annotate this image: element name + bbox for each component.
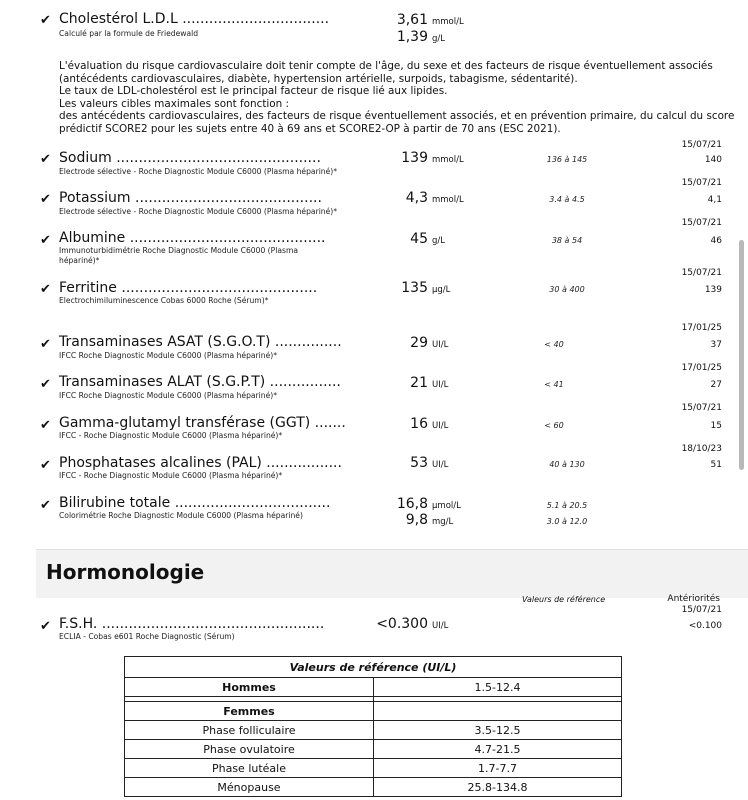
test-name-bilirubine: Bilirubine totale ................................... — [59, 495, 331, 511]
test-value-asat: 29 — [410, 335, 428, 351]
prior-date: 15/07/21 — [681, 218, 722, 228]
note-line: Les valeurs cibles maximales sont fonction : — [59, 97, 290, 110]
table-cell-label: Phase ovulatoire — [125, 740, 374, 759]
fsh-reference-table — [124, 656, 622, 797]
prior-date: 17/01/25 — [681, 323, 722, 333]
test-name-pal: Phosphatases alcalines (PAL) ................. — [59, 455, 342, 471]
test-method-potassium: Electrode sélective - Roche Diagnostic Module C6000 (Plasma hépariné)* — [59, 207, 338, 216]
test-value-pal: 53 — [410, 455, 428, 471]
test-reference-potassium: 3.4 à 4.5 — [549, 195, 585, 204]
check-icon: ✔ — [40, 458, 51, 473]
test-unit-albumine: g/L — [432, 236, 445, 246]
table-cell-value: 4.7-21.5 — [374, 740, 622, 759]
prior-value-pal: 51 — [710, 460, 722, 470]
check-icon: ✔ — [40, 282, 51, 297]
prior-value-alat: 27 — [710, 380, 722, 390]
test-unit-ldl-mmol: mmol/L — [432, 17, 464, 27]
note-line: des antécédents cardiovasculaires, des facteurs de risque éventuellement associés, et en prévention primaire, du calcul du score — [59, 110, 735, 123]
test-name-alat: Transaminases ALAT (S.G.P.T) ................ — [59, 374, 341, 390]
test-name-potassium: Potassium .......................................... — [59, 190, 322, 206]
test-value-bilirubine-mg: 9,8 — [405, 512, 428, 528]
check-icon: ✔ — [40, 192, 51, 207]
test-value-alat: 21 — [410, 375, 428, 391]
test-reference-albumine: 38 à 54 — [551, 236, 583, 245]
prior-date: 17/01/25 — [681, 363, 722, 373]
note-line: Le taux de LDL-cholestérol est le principal facteur de risque lié aux lipides. — [59, 85, 448, 98]
test-name-ggt: Gamma-glutamyl transférase (GGT) ....... — [59, 415, 346, 431]
test-unit-ferritine: µg/L — [432, 285, 451, 295]
prior-date: 15/07/21 — [681, 268, 722, 278]
test-name-albumine: Albumine ............................................ — [59, 230, 326, 246]
table-row — [125, 702, 622, 721]
prior-value-ggt: 15 — [710, 421, 722, 431]
table-cell-value: 1.7-7.7 — [374, 759, 622, 778]
test-unit-potassium: mmol/L — [432, 195, 464, 205]
test-reference-bilirubine-mg: 3.0 à 12.0 — [546, 517, 588, 526]
column-header-reference: Valeurs de référence — [522, 595, 606, 604]
prior-value-fsh: <0.100 — [688, 621, 722, 631]
test-method-ldl: Calculé par la formule de Friedewald — [59, 29, 199, 38]
table-row — [125, 721, 622, 740]
test-method-pal: IFCC - Roche Diagnostic Module C6000 (Plasma hépariné)* — [59, 471, 283, 480]
prior-date: 15/07/21 — [681, 140, 722, 150]
check-icon: ✔ — [40, 233, 51, 248]
check-icon: ✔ — [40, 377, 51, 392]
table-cell-label: Femmes — [125, 702, 374, 721]
table-row — [125, 740, 622, 759]
test-reference-ferritine: 30 à 400 — [549, 285, 585, 294]
test-unit-bilirubine-umol: µmol/L — [432, 501, 461, 511]
test-method-sodium: Electrode sélective - Roche Diagnostic Module C6000 (Plasma hépariné)* — [59, 167, 338, 176]
prior-value-asat: 37 — [710, 340, 722, 350]
table-cell-label: Phase folliculaire — [125, 721, 374, 740]
test-reference-alat: < 41 — [544, 380, 564, 389]
test-reference-asat: < 40 — [544, 340, 564, 349]
section-title: Hormonologie — [46, 560, 205, 584]
table-cell-label: Phase lutéale — [125, 759, 374, 778]
test-reference-ggt: < 60 — [544, 421, 564, 430]
test-method-fsh: ECLIA - Cobas e601 Roche Diagnostic (Sérum) — [59, 632, 235, 641]
test-value-ferritine: 135 — [401, 280, 428, 296]
test-reference-bilirubine-umol: 5.1 à 20.5 — [546, 501, 588, 510]
check-icon: ✔ — [40, 152, 51, 167]
table-row — [125, 678, 622, 697]
scrollbar-thumb[interactable] — [739, 240, 744, 470]
ldl-interpretation-note — [59, 60, 734, 136]
test-method-bilirubine: Colorimétrie Roche Diagnostic Module C6000 (Plasma hépariné) — [59, 511, 303, 520]
test-value-fsh: <0.300 — [376, 616, 428, 632]
prior-date: 15/07/21 — [681, 403, 722, 413]
test-reference-sodium: 136 à 145 — [546, 155, 588, 164]
table-row — [125, 759, 622, 778]
table-cell-value: 25.8-134.8 — [374, 778, 622, 797]
column-header-prior: Antériorités — [667, 594, 720, 604]
test-method-albumine-cont: hépariné)* — [59, 256, 100, 265]
test-method-albumine: Immunoturbidimétrie Roche Diagnostic Module C6000 (Plasma — [59, 246, 298, 255]
test-unit-sodium: mmol/L — [432, 155, 464, 165]
test-method-ggt: IFCC - Roche Diagnostic Module C6000 (Plasma hépariné)* — [59, 431, 283, 440]
test-name-asat: Transaminases ASAT (S.G.O.T) ............... — [59, 334, 342, 350]
prior-value-sodium: 140 — [704, 155, 722, 165]
prior-value-albumine: 46 — [710, 236, 722, 246]
test-method-ferritine: Electrochimiluminescence Cobas 6000 Roche (Sérum)* — [59, 296, 269, 305]
test-name-ferritine: Ferritine ............................................ — [59, 280, 318, 296]
table-cell-value: 1.5-12.4 — [374, 678, 622, 697]
test-name-fsh: F.S.H. .................................................. — [59, 616, 325, 632]
test-value-albumine: 45 — [410, 231, 428, 247]
table-row — [125, 778, 622, 797]
table-cell-label: Ménopause — [125, 778, 374, 797]
test-reference-pal: 40 à 130 — [549, 460, 585, 469]
test-value-potassium: 4,3 — [405, 190, 428, 206]
check-icon: ✔ — [40, 498, 51, 513]
note-line: prédictif SCORE2 pour les sujets entre 40 à 69 ans et SCORE2-OP à partir de 70 ans (ESC 2021). — [59, 122, 561, 135]
table-caption: Valeurs de référence (UI/L) — [125, 657, 622, 678]
test-method-asat: IFCC Roche Diagnostic Module C6000 (Plasma hépariné)* — [59, 351, 278, 360]
table-cell-value: 3.5-12.5 — [374, 721, 622, 740]
check-icon: ✔ — [40, 13, 51, 28]
test-value-ldl-g: 1,39 — [396, 29, 428, 45]
test-unit-bilirubine-mg: mg/L — [432, 517, 454, 527]
test-unit-alat: UI/L — [432, 380, 449, 390]
test-value-bilirubine-umol: 16,8 — [396, 496, 428, 512]
note-line: (antécédents cardiovasculaires, diabète, hypertension artérielle, surpoids, tabagisme, sédentarité). — [59, 72, 578, 85]
prior-date: 15/07/21 — [681, 178, 722, 188]
note-line: L'évaluation du risque cardiovasculaire doit tenir compte de l'âge, du sexe et des facteurs de risque éventuellement associés — [59, 60, 713, 72]
test-method-alat: IFCC Roche Diagnostic Module C6000 (Plasma hépariné)* — [59, 391, 278, 400]
test-value-sodium: 139 — [401, 150, 428, 166]
table-cell-label: Hommes — [125, 678, 374, 697]
test-value-ggt: 16 — [410, 416, 428, 432]
test-unit-pal: UI/L — [432, 460, 449, 470]
test-name-ldl: Cholestérol L.D.L ................................. — [59, 11, 330, 27]
test-unit-ldl-g: g/L — [432, 34, 445, 44]
test-value-ldl-mmol: 3,61 — [396, 12, 428, 28]
check-icon: ✔ — [40, 337, 51, 352]
prior-value-ferritine: 139 — [704, 285, 722, 295]
prior-date: 18/10/23 — [681, 444, 722, 454]
check-icon: ✔ — [40, 418, 51, 433]
check-icon: ✔ — [40, 619, 51, 634]
test-unit-fsh: UI/L — [432, 621, 449, 631]
test-unit-ggt: UI/L — [432, 421, 449, 431]
test-name-sodium: Sodium .............................................. — [59, 150, 321, 166]
test-unit-asat: UI/L — [432, 340, 449, 350]
prior-date: 15/07/21 — [681, 605, 722, 615]
prior-value-potassium: 4,1 — [707, 195, 722, 205]
